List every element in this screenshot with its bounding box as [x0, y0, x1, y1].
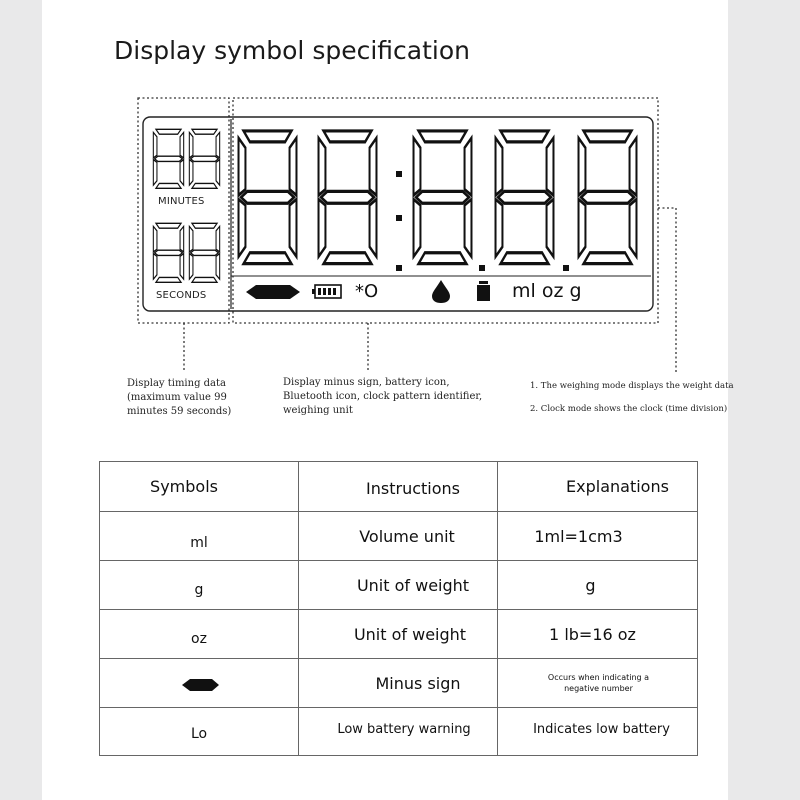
instruction-cell: Unit of weight	[299, 610, 498, 659]
drop-icon	[432, 280, 450, 303]
table-row	[100, 561, 698, 610]
symbol-cell-minus	[100, 659, 299, 708]
table-row	[100, 610, 698, 659]
symbol-table	[99, 461, 698, 756]
instruction-cell: Volume unit	[299, 512, 498, 561]
battery-icon	[312, 285, 341, 298]
page-title: Display symbol specification	[114, 36, 470, 65]
table-header-row	[100, 462, 698, 512]
bluetooth-glyph: *O	[355, 281, 379, 302]
note-mode-clock: 2. Clock mode shows the clock (time division)	[530, 404, 728, 414]
explanation-cell: 1 lb=16 oz	[498, 610, 698, 659]
symbol-cell: g	[100, 561, 299, 610]
seconds-label: SECONDS	[156, 290, 207, 301]
symbol-cell: ml	[100, 512, 299, 561]
lcd-units: ml oz g	[512, 280, 582, 302]
cup-icon	[477, 281, 490, 301]
explanation-cell: Occurs when indicating a negative number	[498, 659, 698, 708]
instruction-cell: Minus sign	[299, 659, 498, 708]
symbol-cell: oz	[100, 610, 299, 659]
seconds-digits	[153, 223, 219, 282]
note-mode-weighing: 1. The weighing mode displays the weight data	[530, 381, 734, 391]
minutes-digits	[153, 129, 219, 188]
header-explanations: Explanations	[498, 462, 698, 512]
main-digits	[239, 131, 637, 264]
header-instructions: Instructions	[299, 462, 498, 512]
lcd-minus-icon	[246, 285, 300, 299]
instruction-cell: Low battery warning	[299, 708, 498, 756]
explanation-cell: g	[498, 561, 698, 610]
table-row	[100, 512, 698, 561]
minutes-label: MINUTES	[158, 196, 205, 207]
explanation-cell: 1ml=1cm3	[498, 512, 698, 561]
explanation-cell: Indicates low battery	[498, 708, 698, 756]
instruction-cell: Unit of weight	[299, 561, 498, 610]
symbol-cell: Lo	[100, 708, 299, 756]
note-icons: Display minus sign, battery icon, Bluetooth icon, clock pattern identifier, weighing unit	[283, 377, 483, 416]
table-row	[100, 659, 698, 708]
table-row	[100, 708, 698, 756]
header-symbols: Symbols	[100, 462, 299, 512]
note-timing: Display timing data (maximum value 99 minutes 59 seconds)	[127, 378, 232, 417]
